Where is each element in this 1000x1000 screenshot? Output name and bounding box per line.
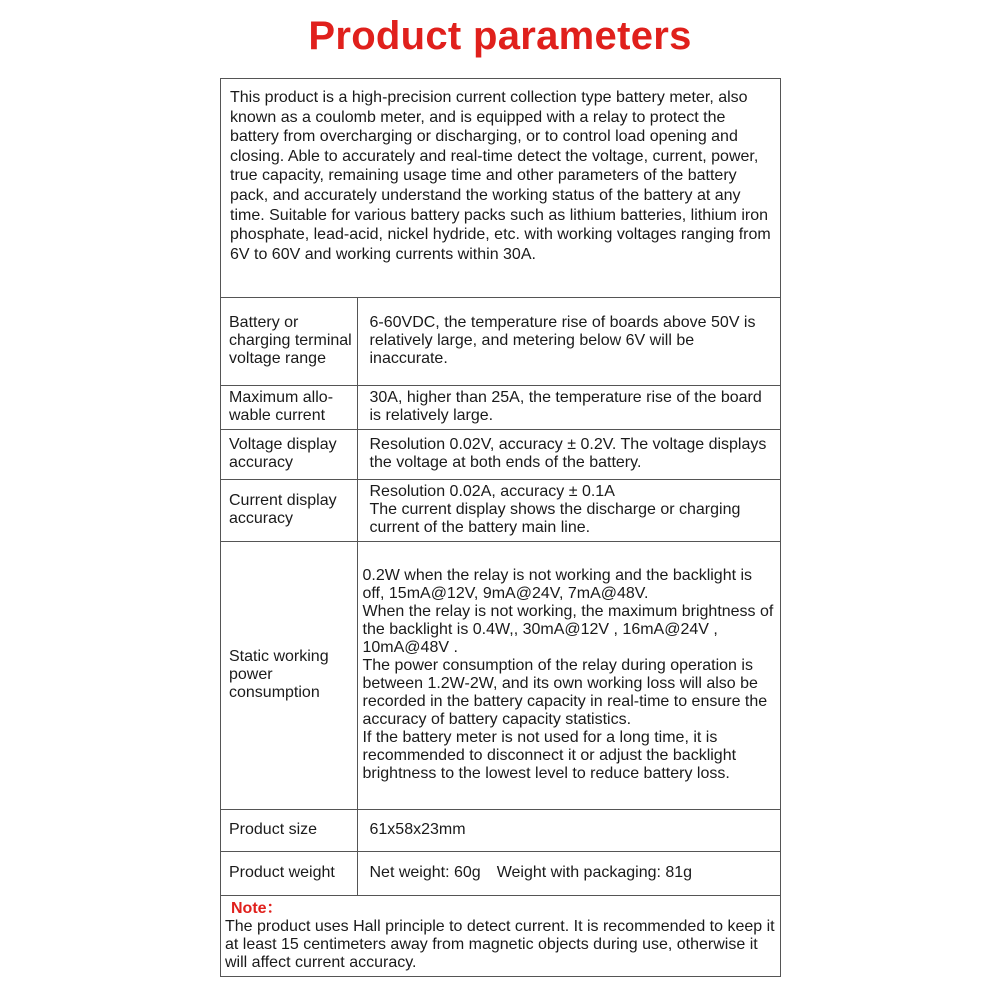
current-accuracy-label: Current display accuracy — [221, 479, 357, 541]
table-row — [221, 429, 780, 479]
power-consumption-label: Static working power consumption — [221, 541, 357, 809]
current-accuracy-line1: Resolution 0.02A, accuracy ± 0.1A — [369, 483, 615, 500]
note-text: The product uses Hall principle to detect current. It is recommended to keep it at least 15 centimeters away from magnetic objects during use, otherwise it will affect current accuracy. — [225, 917, 775, 971]
net-weight: Net weight: 60g — [369, 864, 481, 881]
table-row — [221, 851, 780, 895]
note-section — [221, 896, 780, 976]
parameters-sheet — [220, 78, 781, 977]
current-accuracy-value — [357, 479, 780, 541]
voltage-accuracy-value: Resolution 0.02V, accuracy ± 0.2V. The voltage displays the voltage at both ends of the battery. — [357, 429, 780, 479]
parameters-table — [221, 298, 780, 896]
product-weight-value — [357, 851, 780, 895]
max-current-value: 30A, higher than 25A, the temperature rise of the board is relatively large. — [357, 385, 780, 429]
max-current-label: Maximum allo-wable current — [221, 385, 357, 429]
packaged-weight: Weight with packaging: 81g — [496, 864, 693, 881]
note-title: Note： — [231, 899, 283, 917]
voltage-range-label: Battery or charging terminal voltage range — [221, 298, 357, 385]
power-consumption-p1: 0.2W when the relay is not working and the backlight is off, 15mA@12V, 9mA@24V, 7mA@48V. — [362, 567, 753, 602]
table-row — [221, 541, 780, 809]
page-title: Product parameters — [308, 14, 692, 58]
voltage-range-value: 6-60VDC, the temperature rise of boards above 50V is relatively large, and metering below 6V will be inaccurate. — [357, 298, 780, 385]
product-size-label: Product size — [221, 809, 357, 851]
voltage-accuracy-label: Voltage display accuracy — [221, 429, 357, 479]
power-consumption-p2: When the relay is not working, the maximum brightness of the backlight is 0.4W,, 30mA@12V , 16mA@24V , 10mA@48V . — [362, 603, 774, 656]
intro-paragraph: This product is a high-precision current collection type battery meter, also known as a coulomb meter, and is equipped with a relay to protect the battery from overcharging or discharging, or to control load opening and closing. Able to accurately and real-time detect the voltage, current, power, true capacity, remaining usage time and other parameters of the battery pack, and accurately understand the working status of the battery at any time. Suitable for various battery packs such as lithium batteries, lithium iron phosphate, lead-acid, nickel hydride, etc. with working voltages ranging from 6V to 60V and working currents within 30A. — [221, 79, 780, 298]
product-size-value: 61x58x23mm — [357, 809, 780, 851]
table-row — [221, 479, 780, 541]
table-row — [221, 809, 780, 851]
power-consumption-p4: If the battery meter is not used for a long time, it is recommended to disconnect it or adjust the backlight brightness to the lowest level to reduce battery loss. — [362, 729, 737, 782]
power-consumption-value — [357, 541, 780, 809]
power-consumption-p3: The power consumption of the relay during operation is between 1.2W-2W, and its own working loss will also be recorded in the battery capacity in real-time to ensure the accuracy of battery capacity statistics. — [362, 657, 768, 728]
product-weight-label: Product weight — [221, 851, 357, 895]
table-row — [221, 385, 780, 429]
table-row — [221, 298, 780, 385]
current-accuracy-line2: The current display shows the discharge or charging current of the battery main line. — [369, 501, 741, 536]
